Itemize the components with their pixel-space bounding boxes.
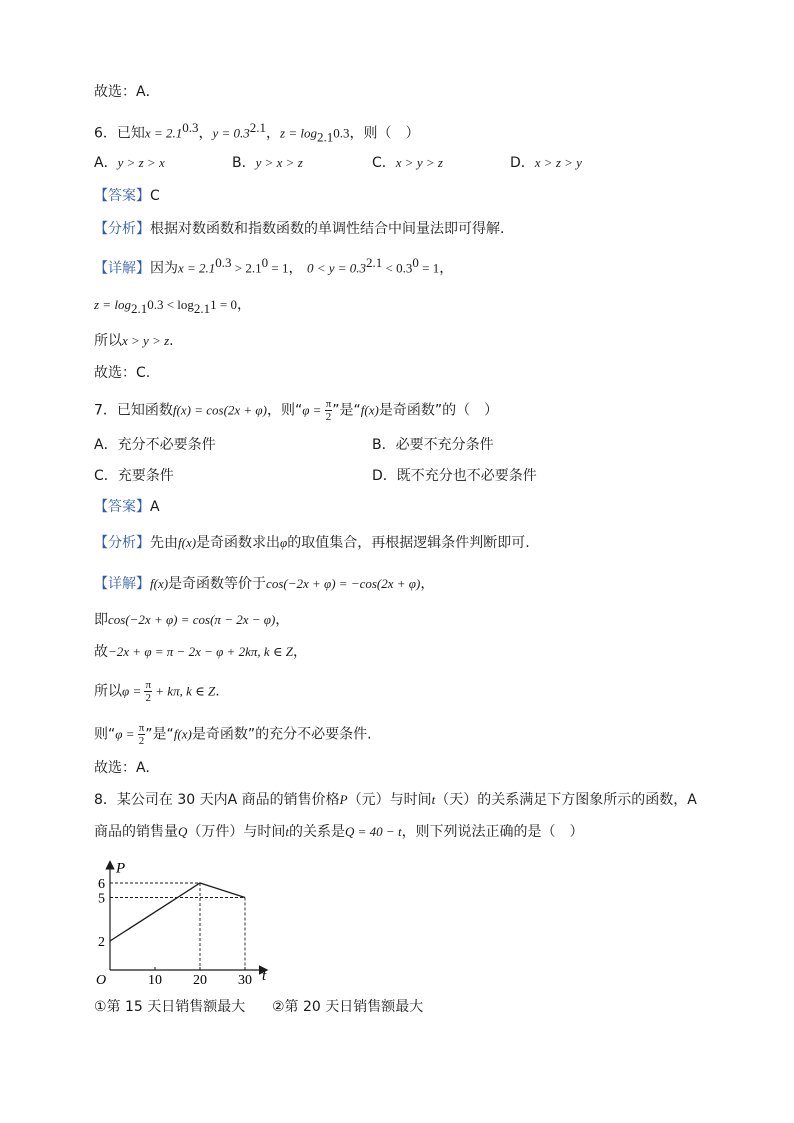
q8-stem-2: 商品的销售量Q（万件）与时间t的关系是Q = 40 − t，则下列说法正确的是（ ） [94,824,584,840]
q7-detail-3: 故−2x + φ = π − 2x − φ + 2kπ, k ∈ Z， [94,644,307,660]
x-axis-label: t [262,968,267,984]
q7-detail-2: 即cos(−2x + φ) = cos(π − 2x − φ)， [94,612,290,628]
q7-analysis: 【分析】先由f(x)是奇函数求出φ的取值集合，再根据逻辑条件判断即可. [94,535,530,551]
q6-detail-3: 所以x > y > z. [94,333,174,349]
y-axis-label: P [116,860,126,877]
q7-option-a: A．充分不必要条件 [94,437,216,453]
y-tick-label: 5 [98,891,105,907]
q6-detail-1: 【详解】因为$x = 2.1^{0.3} > 2.1^0 = 1$， $0 < y = 0.3^{2.1} < 0.3^0 = 1$， [94,255,454,277]
q6-conclusion: 故选：C. [94,365,151,381]
q6-stem: 6．已知$x = 2.1^{0.3}$，$y = 0.3^{2.1}$，$z = \log_{2.1}0.3$，则（ ） [94,120,420,145]
q8-choice-2: ②第 20 天日销售额最大 [272,999,424,1015]
q6-option-c: C．x > y > z [372,155,443,171]
q7-stem: 7．已知函数f(x) = cos(2x + φ)，则“φ = $\frac{\pi}{2}$ ”是“f(x)是奇函数”的（ ） [94,398,499,423]
q7-detail-4: 所以φ = $\frac{\pi}{2}$ + kπ, k ∈ Z. [94,679,220,704]
x-tick-label: 30 [238,973,252,988]
x-tick-label: 10 [148,973,162,988]
q6-analysis: 【分析】根据对数函数和指数函数的单调性结合中间量法即可得解. [94,221,505,237]
x-tick-label: 20 [193,973,207,988]
q5-conclusion: 故选：A． [94,84,160,100]
q6-option-d: D．x > z > y [510,155,582,171]
q7-option-b: B．必要不充分条件 [372,437,494,453]
q7-conclusion: 故选：A. [94,760,150,776]
q8-choice-1: ①第 15 天日销售额最大 [94,999,246,1015]
y-tick-label: 6 [98,877,105,892]
q6-answer: 【答案】C [94,188,160,204]
q6-option-a: A．y > z > x [94,155,165,171]
q7-detail-5: 则“φ = $\frac{\pi}{2}$ ”是“f(x)是奇函数”的充分不必要条件. [94,722,372,747]
origin-label: O [96,973,107,988]
q6-option-b: B．y > x > z [232,155,303,171]
q6-detail-2: $z = \log_{2.1}0.3 < \log_{2.1}1 = 0$， [94,297,251,316]
q7-detail-1: 【详解】f(x)是奇函数等价于cos(−2x + φ) = −cos(2x + φ)， [94,576,435,592]
q7-option-d: D．既不充分也不必要条件 [372,468,537,484]
q8-stem-1: 8．某公司在 30 天内A 商品的销售价格P（元）与时间t（天）的关系满足下方图象所示的函数，A [94,792,697,808]
y-tick-label: 2 [98,935,105,950]
price-time-chart [84,842,284,992]
q7-option-c: C．充要条件 [94,468,174,484]
series-line [110,883,245,941]
q7-answer: 【答案】A [94,499,160,515]
